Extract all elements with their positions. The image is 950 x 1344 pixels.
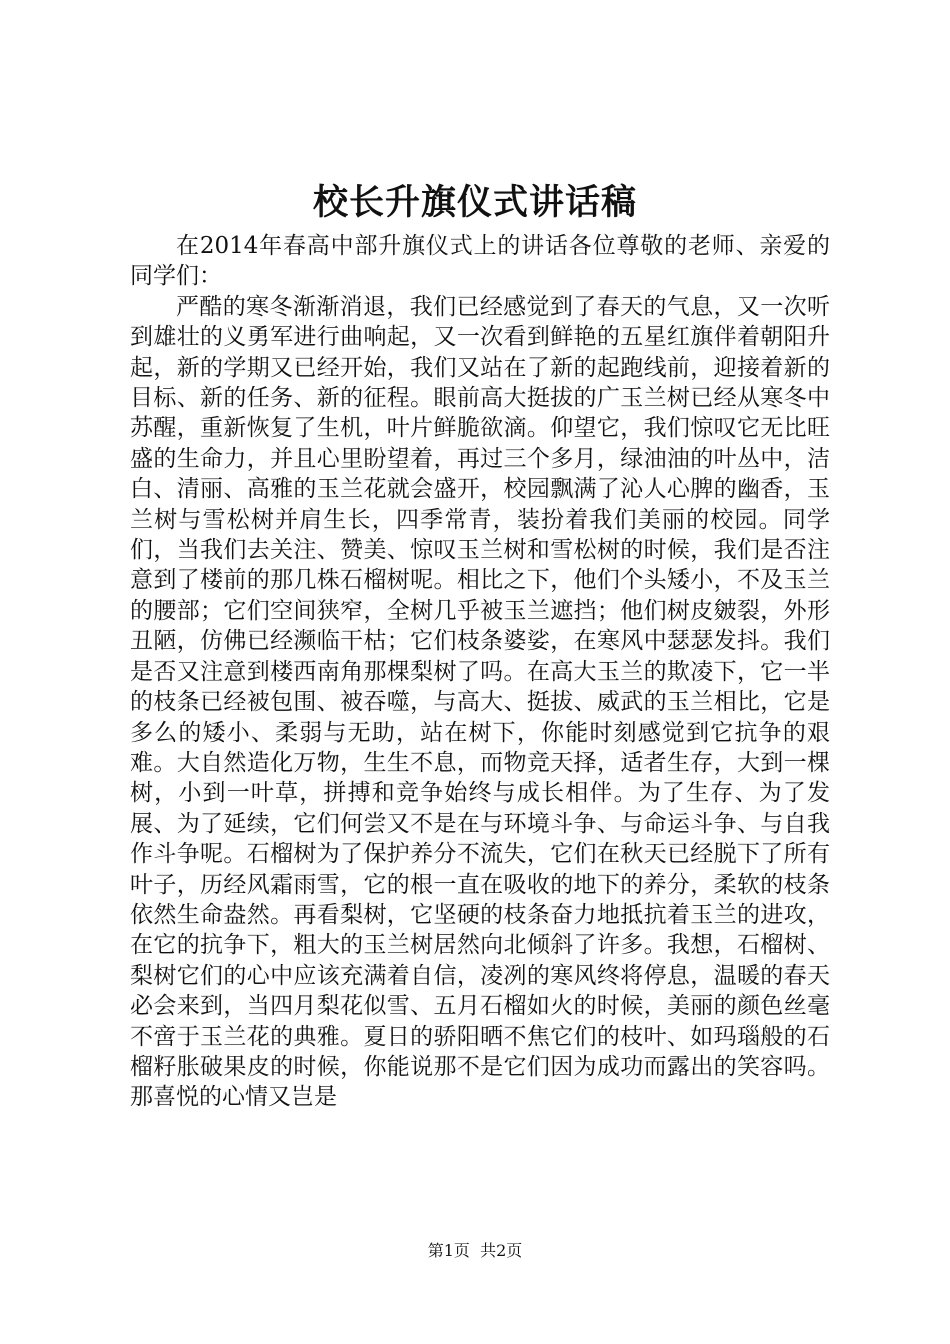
page-number: 第1页: [427, 1241, 470, 1260]
page-footer: [0, 1240, 950, 1262]
body-paragraph: 严酷的寒冬渐渐消退，我们已经感觉到了春天的气息，又一次听到雄壮的义勇军进行曲响起，又一次看到鲜艳的五星红旗伴着朝阳升起，新的学期又已经开始，我们又站在了新的起跑线前，迎接着新的目标、新的任务、新的征程。眼前高大挺拔的广玉兰树已经从寒冬中苏醒，重新恢复了生机，叶片鲜脆欲滴。仰望它，我们惊叹它无比旺盛的生命力，并且心里盼望着，再过三个多月，绿油油的叶丛中，洁白、清丽、高雅的玉兰花就会盛开，校园飘满了沁人心脾的幽香，玉兰树与雪松树并肩生长，四季常青，装扮着我们美丽的校园。同学们，当我们去关注、赞美、惊叹玉兰树和雪松树的时候，我们是否注意到了楼前的那几株石榴树呢。相比之下，他们个头矮小，不及玉兰的腰部；它们空间狭窄，全树几乎被玉兰遮挡；他们树皮皴裂，外形丑陋，仿佛已经濒临干枯；它们枝条婆娑，在寒风中瑟瑟发抖。我们是否又注意到楼西南角那棵梨树了吗。在高大玉兰的欺凌下，它一半的枝条已经被包围、被吞噬，与高大、挺拔、威武的玉兰相比，它是多么的矮小、柔弱与无助，站在树下，你能时刻感觉到它抗争的艰难。大自然造化万物，生生不息，而物竞天择，适者生存，大到一棵树，小到一叶草，拼搏和竞争始终与成长相伴。为了生存、为了发展、为了延续，它们何尝又不是在与环境斗争、与命运斗争、与自我作斗争呢。石榴树为了保护养分不流失，它们在秋天已经脱下了所有叶子，历经风霜雨雪，它的根一直在吸收的地下的养分，柔软的枝条依然生命盎然。再看梨树，它坚硬的枝条奋力地抵抗着玉兰的进攻，在它的抗争下，粗大的玉兰树居然向北倾斜了许多。我想，石榴树、梨树它们的心中应该充满着自信，凌冽的寒风终将停息，温暖的春天必会来到，当四月梨花似雪、五月石榴如火的时候，美丽的颜色丝毫不啻于玉兰花的典雅。夏日的骄阳晒不焦它们的枝叶、如玛瑙般的石榴籽胀破果皮的时候，你能说那不是它们因为成功而露出的笑容吗。那喜悦的心情又岂是: [130, 293, 830, 1111]
opening-paragraph: 在2014年春高中部升旗仪式上的讲话各位尊敬的老师、亲爱的同学们：: [130, 233, 830, 290]
document-title: 校长升旗仪式讲话稿: [312, 182, 637, 223]
page-total: 共2页: [480, 1241, 523, 1260]
document-body: [130, 231, 830, 1113]
footer-spacer: [470, 1241, 480, 1260]
